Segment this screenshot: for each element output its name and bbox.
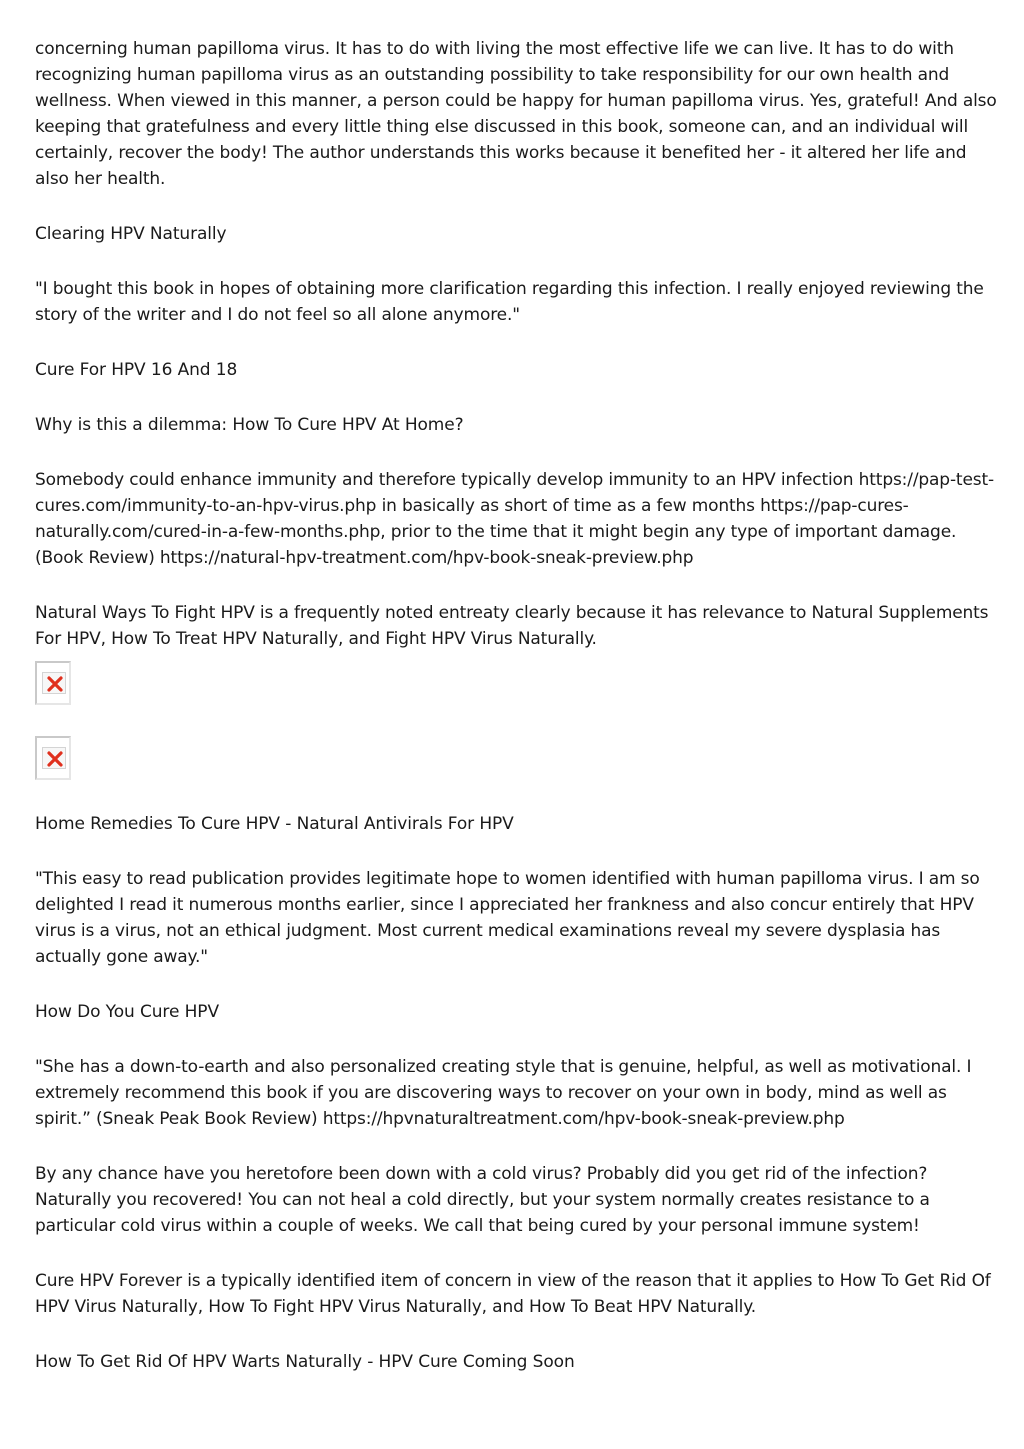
body-paragraph: Natural Ways To Fight HPV is a frequently noted entreaty clearly because it has relevance to Natural Supplements For HPV, How To Treat HPV Naturally, and Fight HPV Virus Naturally. (35, 603, 989, 649)
section-heading: Cure For HPV 16 And 18 (35, 360, 238, 380)
document-page (35, 36, 997, 1404)
body-paragraph: Cure HPV Forever is a typically identified item of concern in view of the reason that it applies to How To Get Rid Of HPV Virus Naturally, How To Fight HPV Virus Naturally, and How To Beat HPV Naturally. (35, 1271, 991, 1317)
section-heading: How To Get Rid Of HPV Warts Naturally - HPV Cure Coming Soon (35, 1352, 575, 1372)
broken-image-icon (40, 665, 70, 701)
section-heading: How Do You Cure HPV (35, 1002, 219, 1022)
broken-image-placeholder (35, 736, 71, 780)
section-heading: Home Remedies To Cure HPV - Natural Antivirals For HPV (35, 814, 514, 834)
testimonial-quote: "She has a down-to-earth and also personalized creating style that is genuine, helpful, as well as motivational. I extremely recommend this book if you are discovering ways to recover on your own in body, mind as well as spirit.” (Sneak Peak Book Review) https://hpvnaturaltreatment.com/hpv-book-sneak-preview.php (35, 1057, 972, 1129)
body-paragraph: By any chance have you heretofore been down with a cold virus? Probably did you get rid of the infection? Naturally you recovered! You can not heal a cold directly, but your system normally creates resistance to a particular cold virus within a couple of weeks. We call that being cured by your personal immune system! (35, 1164, 930, 1236)
section-heading: Clearing HPV Naturally (35, 224, 227, 244)
section-question: Why is this a dilemma: How To Cure HPV At Home? (35, 415, 464, 435)
body-paragraph: Somebody could enhance immunity and therefore typically develop immunity to an HPV infection https://pap-test-cures.com/immunity-to-an-hpv-virus.php in basically as short of time as a few months https://pap-cures-naturally.com/cured-in-a-few-months.php, prior to the time that it might begin any type of important damage. (Book Review) https://natural-hpv-treatment.com/hpv-book-sneak-preview.php (35, 470, 994, 568)
intro-paragraph: concerning human papilloma virus. It has to do with living the most effective life we can live. It has to do with recognizing human papilloma virus as an outstanding possibility to take responsibility for our own health and wellness. When viewed in this manner, a person could be happy for human papilloma virus. Yes, grateful! And also keeping that gratefulness and every little thing else discussed in this book, someone can, and an individual will certainly, recover the body! The author understands this works because it benefited her - it altered her life and also her health. (35, 39, 997, 189)
broken-image-placeholder (35, 661, 71, 705)
testimonial-quote: "This easy to read publication provides legitimate hope to women identified with human papilloma virus. I am so delighted I read it numerous months earlier, since I appreciated her frankness and also concur entirely that HPV virus is a virus, not an ethical judgment. Most current medical examinations reveal my severe dysplasia has actually gone away." (35, 869, 980, 967)
broken-image-icon (40, 740, 70, 776)
testimonial-quote: "I bought this book in hopes of obtaining more clarification regarding this infection. I really enjoyed reviewing the story of the writer and I do not feel so all alone anymore." (35, 279, 984, 325)
